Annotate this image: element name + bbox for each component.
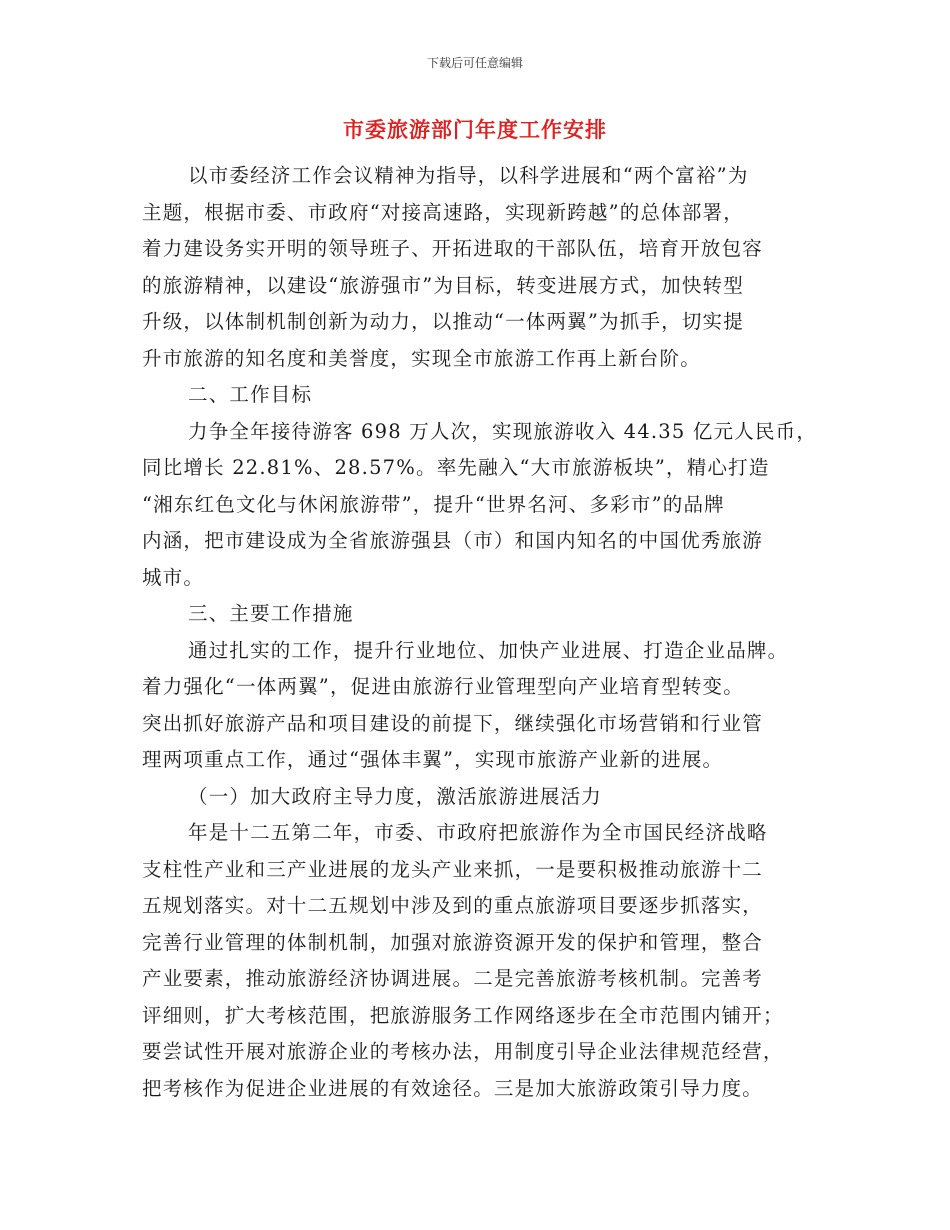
text-line: 产业要素，推动旅游经济协调进展。二是完善旅游考核机制。完善考	[142, 967, 764, 990]
text-line: 二、工作目标	[188, 383, 313, 406]
text-line: 着力建设务实开明的领导班子、开拓进取的干部队伍，培育开放包容	[142, 237, 764, 260]
document-body	[142, 158, 818, 1107]
text-line: 五规划落实。对十二五规划中涉及到的重点旅游项目要逐步抓落实，	[142, 894, 764, 917]
text-line: 三、主要工作措施	[188, 602, 354, 625]
text-line: 突出抓好旅游产品和项目建设的前提下，继续强化市场营销和行业管	[142, 711, 764, 735]
document-title: 市委旅游部门年度工作安排	[343, 117, 607, 142]
text-line: 支柱性产业和三产业进展的龙头产业来抓，一是要积极推动旅游十二	[142, 857, 764, 881]
text-line: 评细则，扩大考核范围，把旅游服务工作网络逐步在全市范围内铺开；	[142, 1003, 784, 1027]
text-line: 升市旅游的知名度和美誉度，实现全市旅游工作再上新台阶。	[142, 346, 701, 370]
text-line: 着力强化“一体两翼”，促进由旅游行业管理型向产业培育型转变。	[142, 675, 744, 698]
text-line: 年是十二五第二年，市委、市政府把旅游作为全市国民经济战略	[188, 821, 768, 844]
text-line: 的旅游精神，以建设“旅游强市”为目标，转变进展方式，加快转型	[142, 273, 744, 297]
text-line: 通过扎实的工作，提升行业地位、加快产业进展、打造企业品牌。	[188, 638, 789, 662]
page-header: 下载后可任意编辑	[426, 56, 523, 70]
text-line: 以市委经济工作会议精神为指导，以科学进展和“两个富裕”为	[188, 164, 749, 187]
text-line: 升级，以体制机制创新为动力，以推动“一体两翼”为抓手，切实提	[142, 310, 744, 333]
text-line: 主题，根据市委、市政府“对接高速路，实现新跨越”的总体部署，	[142, 200, 744, 224]
text-line: 要尝试性开展对旅游企业的考核办法，用制度引导企业法律规范经营，	[142, 1040, 784, 1063]
text-line: 完善行业管理的体制机制，加强对旅游资源开发的保护和管理，整合	[142, 930, 764, 954]
text-line: 把考核作为促进企业进展的有效途径。三是加大旅游政策引导力度。	[142, 1076, 764, 1100]
text-line: 理两项重点工作，通过“强体丰翼”，实现市旅游产业新的进展。	[142, 748, 724, 771]
text-line: （一）加大政府主导力度，激活旅游进展活力	[188, 784, 603, 808]
text-line: “湘东红色文化与休闲旅游带”，提升“世界名河、多彩市”的品牌	[142, 492, 725, 516]
text-line: 内涵，把市建设成为全省旅游强县（市）和国内知名的中国优秀旅游	[142, 529, 764, 552]
text-line: 力争全年接待游客 698 万人次，实现旅游收入 44.35 亿元人民币，	[188, 419, 818, 443]
text-line: 城市。	[142, 565, 205, 589]
text-line: 同比增长 22.81%、28.57%。率先融入“大市旅游板块”，精心打造	[142, 456, 770, 479]
